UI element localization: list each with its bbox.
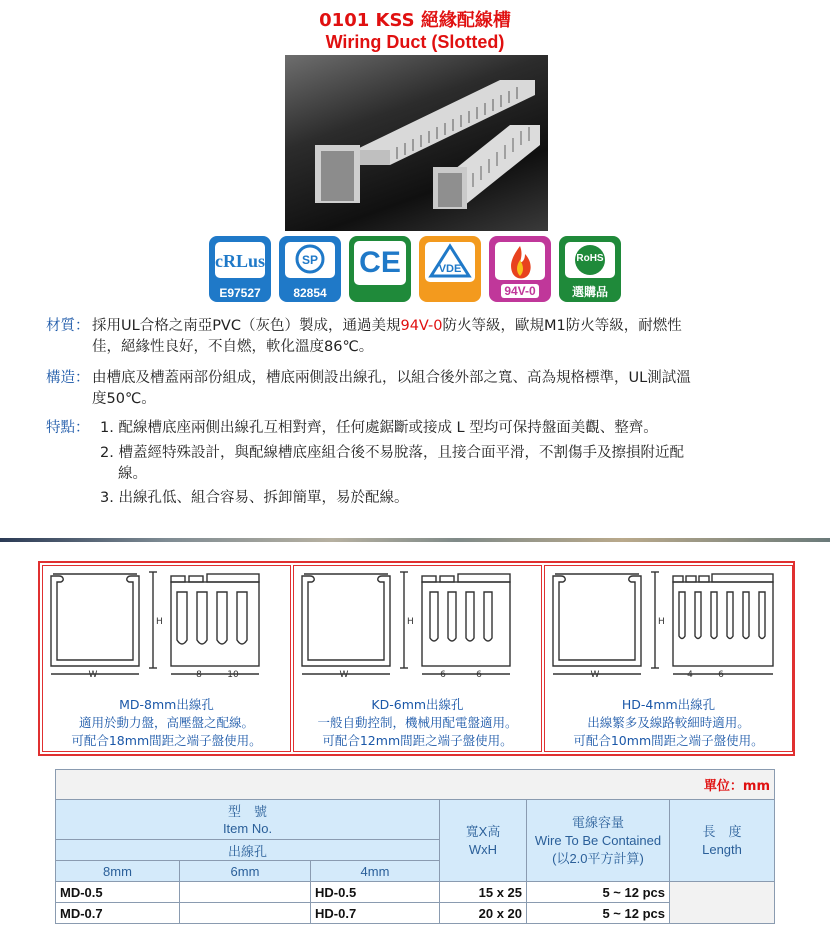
col-6mm: 6mm (180, 861, 311, 882)
model-en: Item No. (222, 820, 273, 836)
structure-label: 構造： (46, 370, 90, 386)
ce-icon (349, 236, 411, 302)
flame-code: 94V-0 (501, 284, 539, 298)
rohs-label: RoHS (576, 253, 604, 264)
cell-wire: 5 ~ 12 pcs (527, 882, 670, 903)
product-title-zh: 0101 KSS 絕緣配線槽 (319, 10, 511, 31)
kd-dim-a: 6 (440, 670, 446, 678)
length-header (670, 800, 775, 882)
cell-wire: 5 ~ 12 pcs (527, 903, 670, 924)
flame-icon (489, 236, 551, 302)
feature-item-1: 1. 配線槽底座兩側出線孔互相對齊，任何處鋸斷或接成 L 型均可保持盤面美觀、整齊。 (100, 420, 658, 436)
cell-size: 15 x 25 (440, 882, 527, 903)
unit-label: 單位：mm (56, 770, 775, 800)
cell-kd (180, 903, 311, 924)
hd-dim-b: 6 (718, 670, 724, 678)
svg-text:cRLus: cRLus (214, 251, 266, 271)
md-cross-section (43, 566, 290, 678)
md-dim-b: 10 (227, 670, 239, 678)
cell-length (670, 882, 775, 924)
diagram-kd (293, 565, 542, 752)
model-header (56, 800, 440, 840)
diagram-hd (544, 565, 793, 752)
slot-diagrams (38, 561, 795, 756)
section-divider (0, 538, 830, 542)
cell-hd: HD-0.5 (311, 882, 440, 903)
product-title-en: Wiring Duct (Slotted) (325, 32, 505, 52)
md-h-label: H (156, 617, 163, 627)
material-text (92, 316, 802, 358)
hd-title: HD-4mm出線孔 (621, 697, 716, 712)
hd-h-label: H (658, 617, 665, 627)
cell-md: MD-0.7 (56, 903, 180, 924)
col-8mm: 8mm (56, 861, 180, 882)
model-zh: 型 號 (227, 803, 267, 819)
cell-hd: HD-0.7 (311, 903, 440, 924)
svg-text:SP: SP (301, 253, 319, 267)
rohs-code: 選購品 (571, 285, 608, 299)
csa-code: 82854 (293, 286, 327, 300)
product-photo (285, 55, 548, 231)
length-en: Length (702, 841, 742, 857)
feature-item-2 (100, 443, 790, 485)
ul-icon (209, 236, 271, 302)
kd-h-label: H (407, 617, 414, 627)
svg-text:VDE: VDE (438, 263, 462, 275)
certification-logos (209, 236, 629, 304)
wire-en: Wire To Be Contained (534, 832, 662, 848)
hd-line1: 出線繁多及線路較細時適用。 (587, 715, 750, 730)
structure-text-a: 由槽底及槽蓋兩部份組成，槽底兩側設出線孔，以組合後外部之寬、高為規格標準，UL測試溫 (92, 370, 691, 386)
wiring-duct-image (285, 55, 548, 231)
col-4mm: 4mm (311, 861, 440, 882)
wire-zh: 電線容量 (571, 814, 624, 830)
structure-text (92, 368, 802, 410)
ce-label: CE (354, 241, 406, 285)
hd-dim-a: 4 (687, 670, 693, 678)
kd-title: KD-6mm出線孔 (371, 697, 464, 712)
kd-dim-b: 6 (476, 670, 482, 678)
md-w-label: W (88, 670, 98, 678)
cell-size: 20 x 20 (440, 903, 527, 924)
material-label: 材質： (46, 318, 90, 334)
wire-header (527, 800, 670, 882)
cell-kd (180, 882, 311, 903)
hd-cross-section (545, 566, 792, 678)
material-text-b: 防火等級，歐規M1防火等級，耐燃性 (442, 318, 682, 334)
vde-icon (419, 236, 481, 302)
size-en: WxH (468, 841, 498, 857)
ul-code: E97527 (219, 286, 261, 300)
feature-item-3: 3. 出線孔低、組合容易、拆卸簡單，易於配線。 (100, 490, 409, 506)
spec-table (55, 769, 775, 924)
structure-text-b: 度50℃。 (92, 391, 156, 407)
md-dim-a: 8 (196, 670, 202, 678)
feature-item-2a: 2. 槽蓋經特殊設計，與配線槽底座組合後不易脫落，且接合面平滑，不割傷手及擦損附近配 (100, 445, 684, 461)
size-zh: 寬X高 (465, 823, 501, 839)
rohs-icon (559, 236, 621, 302)
kd-line1: 一般自動控制，機械用配電盤適用。 (317, 715, 518, 730)
wire-note: (以2.0平方計算) (552, 850, 644, 866)
kd-cross-section (294, 566, 541, 678)
md-title: MD-8mm出線孔 (119, 697, 214, 712)
feature-item-2b: 線。 (118, 466, 147, 482)
table-row (56, 903, 775, 924)
material-text-c: 佳，絕緣性良好，不自燃，軟化溫度86℃。 (92, 339, 374, 355)
md-line2: 可配合18mm間距之端子盤使用。 (71, 733, 262, 748)
material-text-red: 94V-0 (400, 318, 443, 334)
material-text-a: 採用UL合格之南亞PVC（灰色）製成，通過美規 (92, 318, 401, 334)
hd-w-label: W (590, 670, 600, 678)
cell-md: MD-0.5 (56, 882, 180, 903)
spec-table-wrap (55, 769, 774, 924)
features-label: 特點： (46, 420, 90, 436)
hd-line2: 可配合10mm間距之端子盤使用。 (573, 733, 764, 748)
length-zh: 長 度 (702, 823, 742, 839)
size-header (440, 800, 527, 882)
csa-icon (279, 236, 341, 302)
diagram-md (42, 565, 291, 752)
md-line1: 適用於動力盤，高壓盤之配線。 (78, 715, 254, 730)
hole-header: 出線孔 (56, 840, 440, 861)
kd-w-label: W (339, 670, 349, 678)
table-row (56, 882, 775, 903)
kd-line2: 可配合12mm間距之端子盤使用。 (322, 733, 513, 748)
